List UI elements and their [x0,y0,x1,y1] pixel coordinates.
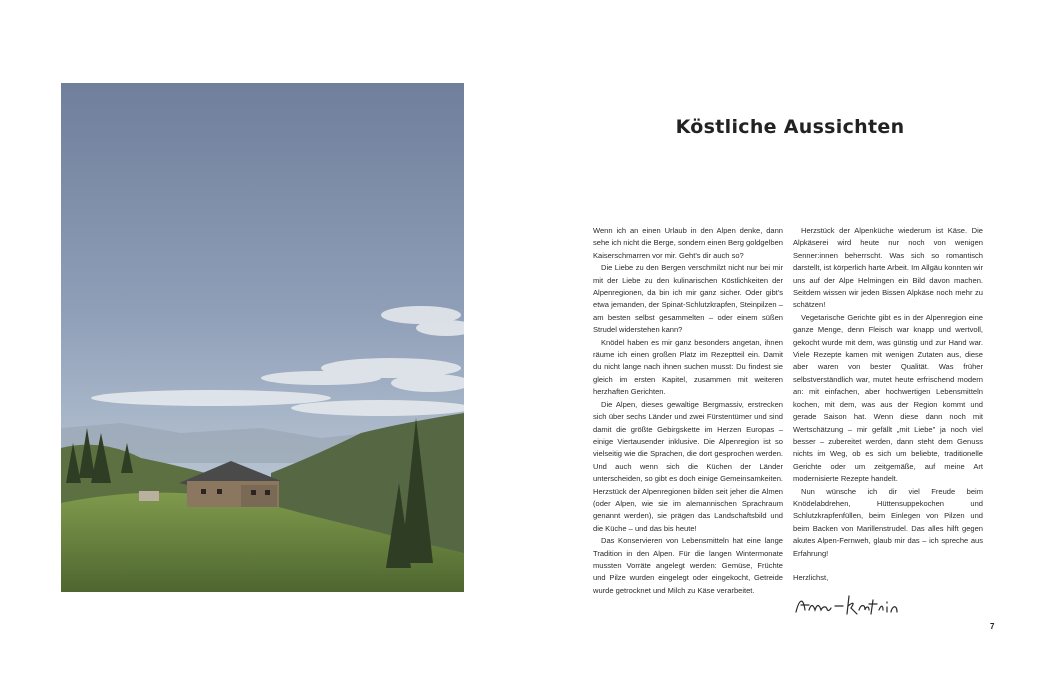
page-title: Köstliche Aussichten [675,116,905,138]
handwritten-signature [793,590,923,618]
paragraph: Wenn ich an einen Urlaub in den Alpen denke, dann sehe ich nicht die Berge, sondern einen Berg goldgelben Kaiserschmarren vor mir. Geht's dir auch so? [593,226,783,260]
page-number: 7 [990,622,995,631]
greeting: Herzlichst, [793,572,829,582]
paragraph: Nun wünsche ich dir viel Freude beim Knödelabdrehen, Hüttensuppekochen und Schlutzkrapfenfüllen, beim Einlegen von Pilzen und beim Backen von Marillenstrudel. Das alles hilft gegen akutes Alpen-Fernweh, glaub mir das – ich spreche aus Erfahrung! [793,486,983,558]
paragraph: Das Konservieren von Lebensmitteln hat eine lange Tradition in den Alpen. Für die langen Wintermonate mussten Vorräte angelegt werden: Gemüse, Früchte und Pilze wurden eingelegt oder eingekocht, Getreide wurde getrocknet und Milch zu Käse verarbeitet. [593,536,783,595]
text-column-right [793,225,983,623]
paragraph: Die Alpen, dieses gewaltige Bergmassiv, erstrecken sich über sechs Länder und zwei Fürstentümer und sind damit die größte Gebirgskette im Herzen Europas – einige Viertausender inklusive. Die Alpenregion ist so vielseitig wie die Sprachen, die dort gesprochen werden. Und auch wenn sich die Küchen der Länder unterscheiden, so gibt es doch einige Gemeinsamkeiten. Herzstück der Alpenregionen bilden seit jeher die Almen (oder Alpen, wie sie im alemannischen Sprachraum genannt werden), sie prägen das Landschaftsbild und die Küche – und das bis heute! [593,399,783,533]
paragraph: Herzstück der Alpenküche wiederum ist Käse. Die Alpkäserei wird heute nur noch von wenigen Senner:innen beherrscht. Was sich so romantisch darstellt, ist körperlich harte Arbeit. Im Allgäu konnten wir uns auf der Alpe Helmingen ein Bild davon machen. Seitdem wissen wir jeden Bissen Alpkäse noch mehr zu schätzen! [793,226,983,310]
paragraph: Knödel haben es mir ganz besonders angetan, ihnen räume ich einen großen Platz im Rezeptteil ein. Damit du nicht lange nach ihnen suchen musst: Du findest sie gleich im ersten Kapitel, zusammen mit weiteren herzhaften Gerichten. [593,337,783,397]
alpine-meadow-photo [61,83,464,592]
paragraph: Vegetarische Gerichte gibt es in der Alpenregion eine ganze Menge, denn Fleisch war knapp und wertvoll, gekocht wurde mit dem, was günstig und zur Hand war. Viele Rezepte kamen mit wenigen Zutaten aus, diese aber waren von bester Qualität. Was früher selbstverständlich war, mutet heute erfrischend modern an: mit einfachen, aber hochwertigen Lebensmitteln kochen, mit dem, was aus der Region kommt und gerade Saison hat. Wenn diese dann noch mit Wertschätzung – mir gefällt „mit Liebe" ja noch viel besser – zubereitet werden, dann steht dem Genuss nichts im Weg, ob es sich um beliebte, traditionelle Gerichte oder um zeitgemäße, auf meine Art modernisierte Rezepte handelt. [793,312,983,484]
paragraph: Die Liebe zu den Bergen verschmilzt nicht nur bei mir mit der Liebe zu den kulinarischen Köstlichkeiten der Alpenregionen, da bin ich mir ganz sicher. Oder gibt's etwa jemanden, der Spinat-Schlutzkrapfen, Steinpilzen – am besten selbst gesammelten – oder einem süßen Strudel widerstehen kann? [593,263,783,335]
text-column-left [593,225,783,597]
